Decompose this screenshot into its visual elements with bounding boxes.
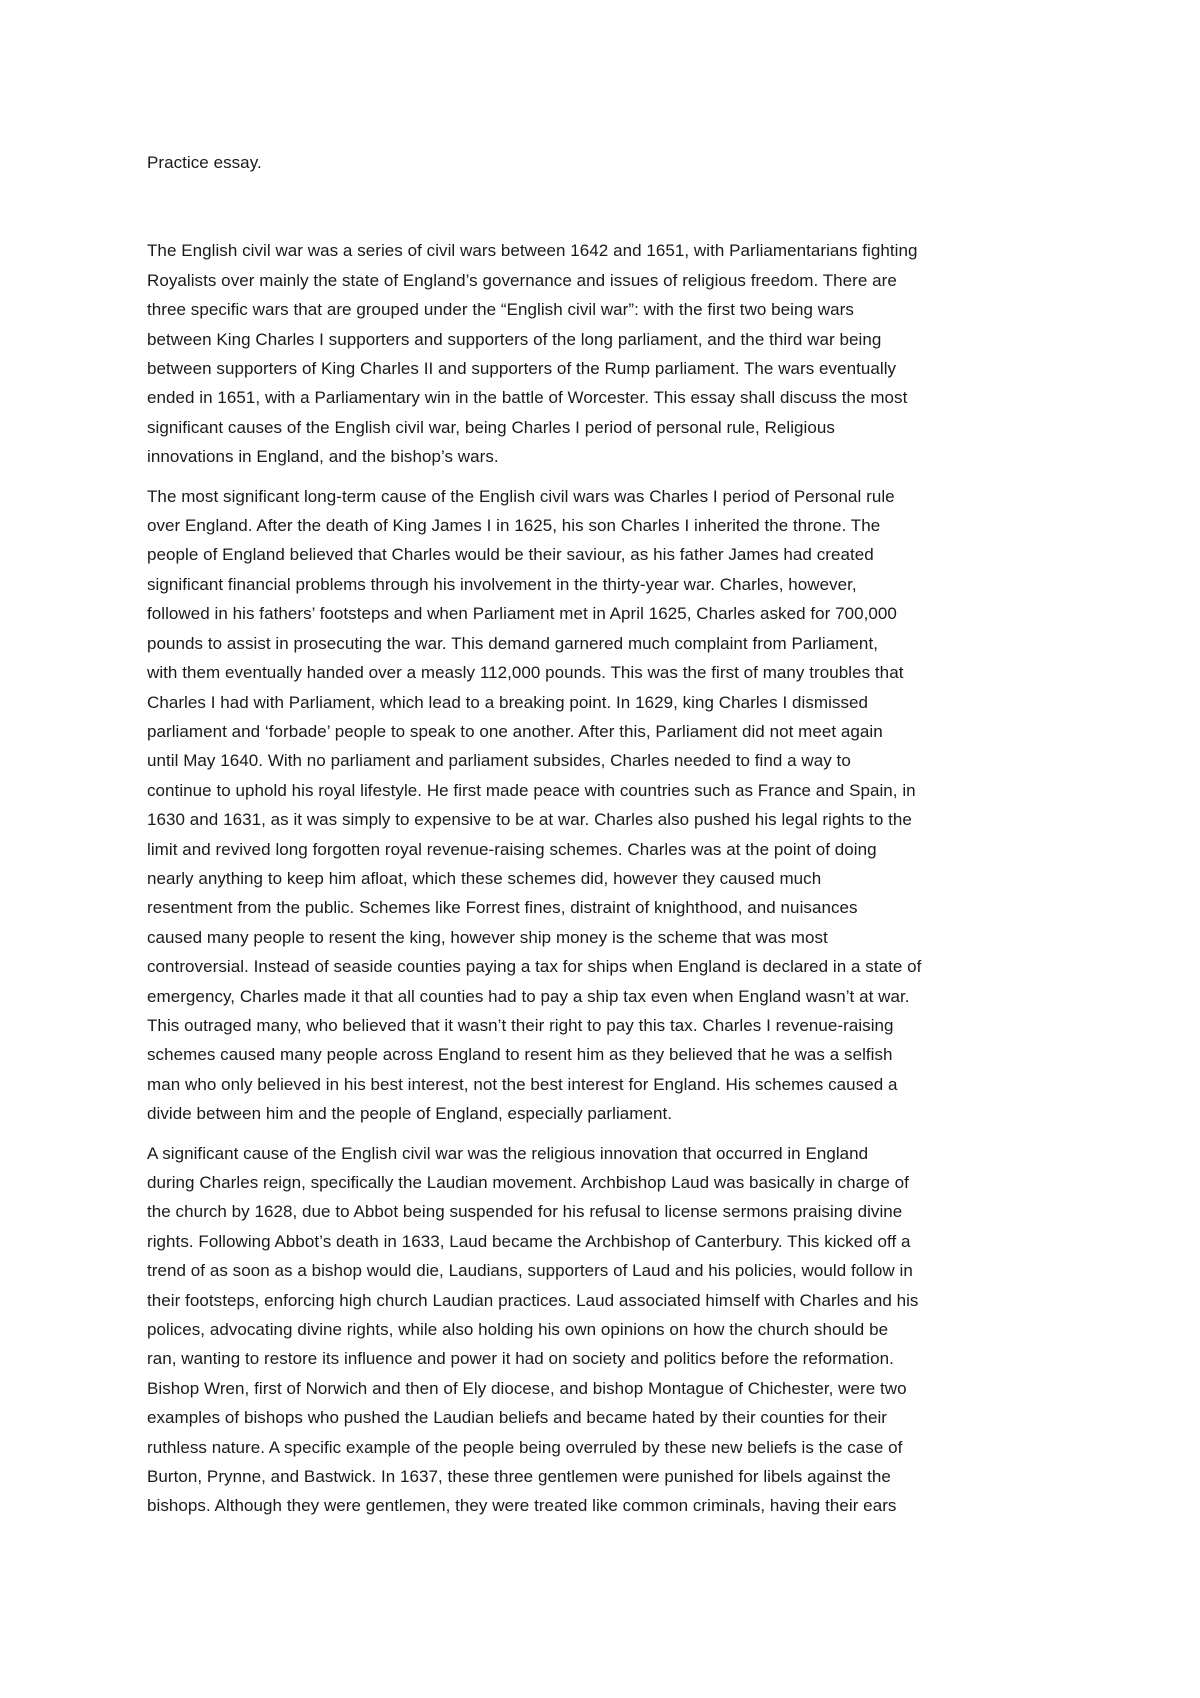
text-line: trend of as soon as a bishop would die, Laudians, supporters of Laud and his policies, would follow in: [147, 1261, 913, 1281]
text-line: polices, advocating divine rights, while also holding his own opinions on how the church should be: [147, 1320, 889, 1340]
text-line: during Charles reign, specifically the Laudian movement. Archbishop Laud was basically in charge of: [147, 1173, 909, 1192]
paragraph-introduction: [147, 236, 1062, 471]
paragraph-spacer: [147, 1129, 1062, 1139]
text-line: with them eventually handed over a measly 112,000 pounds. This was the first of many troubles that: [147, 663, 904, 683]
text-line: 1630 and 1631, as it was simply to expensive to be at war. Charles also pushed his legal rights to the: [147, 810, 912, 830]
text-line: Burton, Prynne, and Bastwick. In 1637, these three gentlemen were punished for libels against the: [147, 1467, 891, 1487]
text-line: Royalists over mainly the state of England’s governance and issues of religious freedom. There are: [147, 270, 897, 290]
text-line: emergency, Charles made it that all counties had to pay a ship tax even when England wasn’t at war.: [147, 986, 910, 1006]
text-line: resentment from the public. Schemes like Forrest fines, distraint of knighthood, and nuisances: [147, 898, 858, 918]
text-line: Charles I had with Parliament, which lead to a breaking point. In 1629, king Charles I dismissed: [147, 692, 869, 712]
text-line: significant causes of the English civil war, being Charles I period of personal rule, Religious: [147, 417, 835, 437]
text-line: This outraged many, who believed that it wasn’t their right to pay this tax. Charles I revenue-raising: [147, 1015, 894, 1035]
text-line: innovations in England, and the bishop’s wars.: [147, 447, 499, 467]
text-line: parliament and ‘forbade’ people to speak to one another. After this, Parliament did not meet again: [147, 721, 883, 741]
text-line: between supporters of King Charles II and supporters of the Rump parliament. The wars eventually: [147, 359, 897, 379]
text-line: Bishop Wren, first of Norwich and then of Ely diocese, and bishop Montague of Chichester, were two: [147, 1378, 907, 1398]
paragraph-personal-rule: [147, 482, 1062, 1129]
text-line: significant financial problems through his involvement in the thirty-year war. Charles, however,: [147, 574, 857, 594]
text-line: examples of bishops who pushed the Laudian beliefs and became hated by their counties for their: [147, 1408, 887, 1428]
text-line: bishops. Although they were gentlemen, they were treated like common criminals, having their ears: [147, 1496, 897, 1516]
text-line: continue to uphold his royal lifestyle. He first made peace with countries such as France and Spain, in: [147, 780, 916, 800]
text-line: A significant cause of the English civil war was the religious innovation that occurred in England: [147, 1143, 869, 1163]
document-body: [147, 148, 1062, 1521]
text-line: The English civil war was a series of civil wars between 1642 and 1651, with Parliamentarians fighting: [147, 241, 918, 261]
paragraph-spacer: [147, 472, 1062, 482]
text-line: ended in 1651, with a Parliamentary win in the battle of Worcester. This essay shall discuss the most: [147, 388, 908, 408]
text-line: rights. Following Abbot’s death in 1633, Laud became the Archbishop of Canterbury. This kicked off a: [147, 1231, 911, 1251]
text-line: over England. After the death of King James I in 1625, his son Charles I inherited the throne. The: [147, 516, 881, 536]
text-line: The most significant long-term cause of the English civil wars was Charles I period of Personal rule: [147, 486, 895, 506]
text-line: their footsteps, enforcing high church Laudian practices. Laud associated himself with Charles and his: [147, 1290, 919, 1310]
text-line: people of England believed that Charles would be their saviour, as his father James had created: [147, 545, 874, 565]
title-spacer: [147, 177, 1062, 236]
text-line: limit and revived long forgotten royal revenue-raising schemes. Charles was at the point of doing: [147, 839, 877, 859]
text-line: divide between him and the people of England, especially parliament.: [147, 1104, 673, 1124]
text-line: the church by 1628, due to Abbot being suspended for his refusal to license sermons praising divine: [147, 1202, 903, 1222]
text-line: between King Charles I supporters and supporters of the long parliament, and the third war being: [147, 329, 882, 349]
text-line: schemes caused many people across England to resent him as they believed that he was a selfish: [147, 1045, 893, 1065]
text-line: ruthless nature. A specific example of the people being overruled by these new beliefs is the case of: [147, 1437, 903, 1457]
text-line: three specific wars that are grouped under the “English civil war”: with the first two being wars: [147, 300, 854, 320]
text-line: controversial. Instead of seaside counties paying a tax for ships when England is declared in a state of: [147, 957, 922, 977]
text-line: until May 1640. With no parliament and parliament subsides, Charles needed to find a way to: [147, 751, 851, 771]
text-line: ran, wanting to restore its influence and power it had on society and politics before the reformation.: [147, 1349, 894, 1369]
text-line: man who only believed in his best interest, not the best interest for England. His schemes caused a: [147, 1074, 898, 1094]
text-line: pounds to assist in prosecuting the war. This demand garnered much complaint from Parliament,: [147, 633, 878, 653]
document-title: Practice essay.: [147, 153, 262, 172]
paragraph-religious-innovation: [147, 1139, 1062, 1521]
text-line: caused many people to resent the king, however ship money is the scheme that was most: [147, 927, 828, 947]
text-line: nearly anything to keep him afloat, which these schemes did, however they caused much: [147, 868, 822, 888]
text-line: followed in his fathers’ footsteps and when Parliament met in April 1625, Charles asked for 700,000: [147, 604, 897, 624]
